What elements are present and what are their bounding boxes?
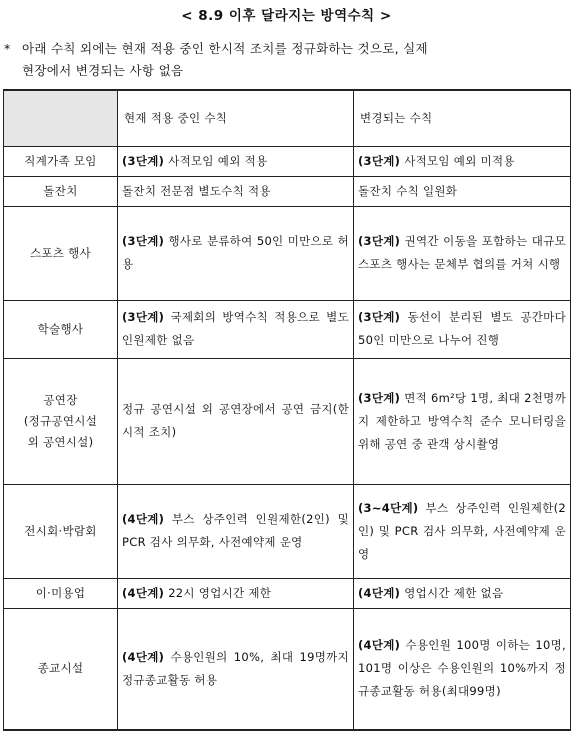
rule-text: 행사로 분류하여 50인 미만으로 허용 <box>122 234 349 271</box>
changed-rule-cell <box>354 608 571 730</box>
table-row <box>4 358 571 484</box>
stage-label: (3~4단계) <box>358 500 419 515</box>
page-title: < 8.9 이후 달라지는 방역수칙 > <box>181 8 392 24</box>
table-row <box>4 608 571 730</box>
current-rule-cell <box>118 300 354 358</box>
rule-text: 면적 6m²당 1명, 최대 2천명까지 제한하고 방역수칙 준수 모니터링을 위해 공연 중 관객 상시촬영 <box>358 390 566 451</box>
current-rule-cell <box>118 608 354 730</box>
table-row <box>4 146 571 176</box>
note-line-2: 현장에서 변경되는 사항 없음 <box>22 63 184 78</box>
changed-rule-cell <box>354 206 571 300</box>
stage-label: (4단계) <box>122 649 165 664</box>
stage-label: (3단계) <box>358 390 401 405</box>
header-category <box>4 90 118 146</box>
row-category: 종교시설 <box>4 608 118 730</box>
rule-text: 돌잔치 수칙 일원화 <box>358 183 458 198</box>
row-category: 전시회·박람회 <box>4 484 118 578</box>
rule-text: 영업시간 제한 없음 <box>400 585 504 600</box>
rule-text: 22시 영업시간 제한 <box>164 585 272 600</box>
rule-text: 돌잔치 전문점 별도수칙 적용 <box>122 183 271 198</box>
stage-label: (3단계) <box>122 310 165 324</box>
stage-label: (4단계) <box>122 512 165 526</box>
stage-label: (3단계) <box>358 310 401 324</box>
note-paragraph <box>4 38 570 82</box>
rule-text: 사적모임 예외 미적용 <box>400 153 515 168</box>
table-row <box>4 300 571 358</box>
rule-text: 국제회의 방역수칙 적용으로 별도 인원제한 없음 <box>122 310 349 347</box>
current-rule-cell <box>118 358 354 484</box>
stage-label: (4단계) <box>358 638 401 653</box>
table-row <box>4 176 571 206</box>
current-rule-cell <box>118 578 354 608</box>
current-rule-cell <box>118 484 354 578</box>
rule-text: 동선이 분리된 별도 공간마다 50인 미만으로 나누어 진행 <box>358 310 566 347</box>
stage-label: (4단계) <box>122 585 165 600</box>
changed-rule-cell <box>354 358 571 484</box>
stage-label: (3단계) <box>122 153 165 168</box>
rule-text: 부스 상주인력 인원제한(2인) 및 PCR 검사 의무화, 사전예약제 운영 <box>358 500 566 561</box>
table-header-row <box>4 90 571 146</box>
table-row <box>4 484 571 578</box>
current-rule-cell <box>118 206 354 300</box>
current-rule-cell <box>118 146 354 176</box>
rule-text: 권역간 이동을 포함하는 대규모 스포츠 행사는 문체부 협의를 거쳐 시행 <box>358 234 566 271</box>
row-category: 학술행사 <box>4 300 118 358</box>
rule-text: 수용인원 100명 이하는 10명, 101명 이상은 수용인원의 10%까지 정규종교활동 허용(최대99명) <box>358 638 566 699</box>
stage-label: (3단계) <box>122 234 165 248</box>
rule-text: 사적모임 예외 적용 <box>164 153 268 168</box>
rule-text: 부스 상주인력 인원제한(2인) 및 PCR 검사 의무화, 사전예약제 운영 <box>122 512 349 549</box>
header-current-rules: 현재 적용 중인 수칙 <box>118 90 354 146</box>
rule-text: 수용인원의 10%, 최대 19명까지 정규종교활동 허용 <box>122 649 349 687</box>
stage-label: (3단계) <box>358 234 401 248</box>
quarantine-rules-table <box>3 89 571 731</box>
row-category: 공연장 (정규공연시설 외 공연시설) <box>4 358 118 484</box>
changed-rule-cell <box>354 176 571 206</box>
rule-text: 정규 공연시설 외 공연장에서 공연 금지(한시적 조치) <box>122 402 349 439</box>
changed-rule-cell <box>354 300 571 358</box>
row-category: 돌잔치 <box>4 176 118 206</box>
header-changed-rules: 변경되는 수칙 <box>354 90 571 146</box>
current-rule-cell <box>118 176 354 206</box>
changed-rule-cell <box>354 578 571 608</box>
note-line-1: 아래 수칙 외에는 현재 적용 중인 한시적 조치를 정규화하는 것으로, 실제 <box>22 41 428 56</box>
changed-rule-cell <box>354 484 571 578</box>
table-row <box>4 578 571 608</box>
row-category: 직계가족 모임 <box>4 146 118 176</box>
changed-rule-cell <box>354 146 571 176</box>
table-row <box>4 206 571 300</box>
row-category: 이·미용업 <box>4 578 118 608</box>
note-marker: * <box>4 41 11 56</box>
stage-label: (4단계) <box>358 585 401 600</box>
row-category: 스포츠 행사 <box>4 206 118 300</box>
stage-label: (3단계) <box>358 153 401 168</box>
